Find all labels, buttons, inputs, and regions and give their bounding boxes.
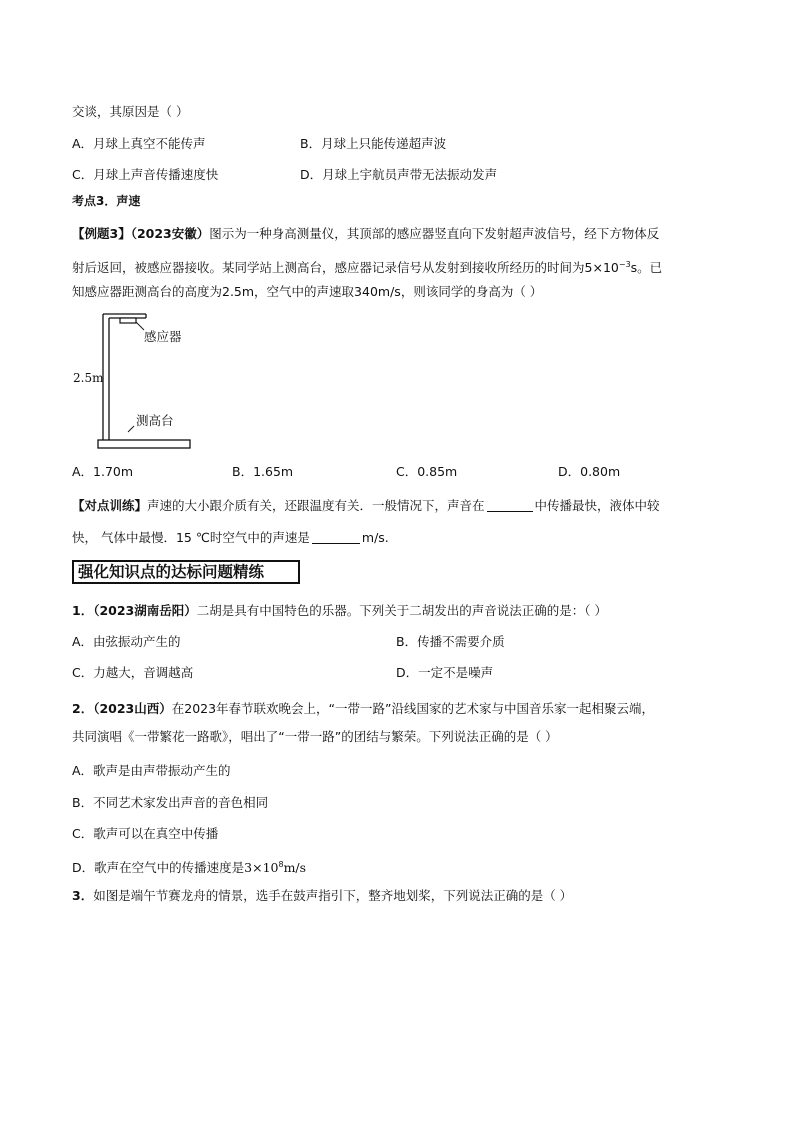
example3-line1 — [72, 226, 659, 242]
platform-label: 测高台 — [136, 413, 174, 428]
height-meter-figure — [70, 308, 200, 453]
example-source: （2023安徽） — [130, 226, 210, 241]
answer-blank[interactable] — [312, 531, 360, 544]
speed-value: 3×10 — [244, 860, 279, 875]
option-b: B．1.65m — [232, 464, 294, 479]
platform-leader-line — [128, 426, 134, 432]
sensor-box — [120, 318, 136, 323]
time-unit: s。已 — [630, 260, 663, 275]
example-text: 图示为一种身高测量仪，其顶部的感应器竖直向下发射超声波信号，经下方物体反 — [209, 226, 660, 241]
question-text: 在2023年春节联欢晚会上，“一带一路”沿线国家的艺术家与中国音乐家一起相聚云端， — [171, 701, 655, 716]
question-text: 二胡是具有中国特色的乐器。下列关于二胡发出的声音说法正确的是：（ ） — [196, 603, 607, 618]
question-2-line1 — [72, 701, 654, 717]
speed-unit: m/s — [283, 860, 307, 875]
option-b: B．不同艺术家发出声音的音色相同 — [72, 795, 269, 810]
question-source: （2023山西） — [93, 701, 172, 716]
speed-exponent: 8 — [278, 860, 284, 869]
height-label: 2.5m — [73, 371, 104, 385]
question-3-stem — [72, 888, 572, 904]
example3-line2 — [72, 257, 662, 276]
kaodian-heading: 考点3．声速 — [72, 194, 141, 208]
option-d: D．0.80m — [558, 464, 621, 479]
option-a: A．1.70m — [72, 464, 134, 479]
question-source: （2023湖南岳阳） — [93, 603, 197, 618]
platform-base — [98, 440, 190, 448]
question-number: 3． — [72, 888, 94, 903]
question-number: 1． — [72, 603, 94, 618]
option-a: A．歌声是由声带振动产生的 — [72, 763, 231, 778]
option-d: D．月球上宇航员声带无法振动发声 — [300, 167, 498, 182]
option-d — [72, 857, 306, 876]
question-text: 如图是端午节赛龙舟的情景，选手在鼓声指引下，整齐地划桨，下列说法正确的是（ ） — [93, 888, 573, 903]
question-1-stem — [72, 603, 607, 619]
training-line1 — [72, 498, 660, 514]
option-c: C．歌声可以在真空中传播 — [72, 826, 219, 841]
question-stem-tail: 交谈，其原因是（ ） — [72, 104, 189, 119]
training-text: 快， 气体中最慢．15 ℃时空气中的声速是 — [72, 530, 310, 545]
training-text: 中传播最快，液体中较 — [534, 498, 660, 513]
question-number: 2． — [72, 701, 94, 716]
sensor-leader-line — [136, 322, 144, 330]
training-text: 声速的大小跟介质有关，还跟温度有关．一般情况下，声音在 — [147, 498, 485, 513]
example-text: 射后返回，被感应器接收。某同学站上测高台，感应器记录信号从发射到接收所经历的时间为 — [72, 260, 585, 275]
question-2-line2: 共同演唱《一带繁花一路歌》，唱出了“一带一路”的团结与繁荣。下列说法正确的是（ ） — [72, 729, 558, 744]
section-title: 强化知识点的达标问题精练 — [72, 560, 300, 584]
answer-blank[interactable] — [487, 499, 533, 512]
option-c: C．力越大，音调越高 — [72, 665, 194, 680]
example-tag: 【例题3】 — [72, 226, 131, 241]
option-a: A．由弦振动产生的 — [72, 634, 181, 649]
training-text: m/s. — [361, 530, 389, 545]
example3-line3: 知感应器距测高台的高度为2.5m，空气中的声速取340m/s，则该同学的身高为（ ） — [72, 284, 543, 299]
training-line2 — [72, 530, 389, 546]
option-b: B．月球上只能传递超声波 — [300, 136, 447, 151]
option-d-text: D．歌声在空气中的传播速度是 — [72, 860, 245, 875]
option-b: B．传播不需要介质 — [396, 634, 505, 649]
sensor-label: 感应器 — [144, 329, 182, 344]
option-a: A．月球上真空不能传声 — [72, 136, 206, 151]
time-value: 5×10 — [584, 260, 619, 275]
option-c: C．0.85m — [396, 464, 458, 479]
training-tag: 【对点训练】 — [72, 498, 148, 513]
option-c: C．月球上声音传播速度快 — [72, 167, 219, 182]
time-exponent: −3 — [618, 260, 631, 269]
option-d: D．一定不是噪声 — [396, 665, 494, 680]
